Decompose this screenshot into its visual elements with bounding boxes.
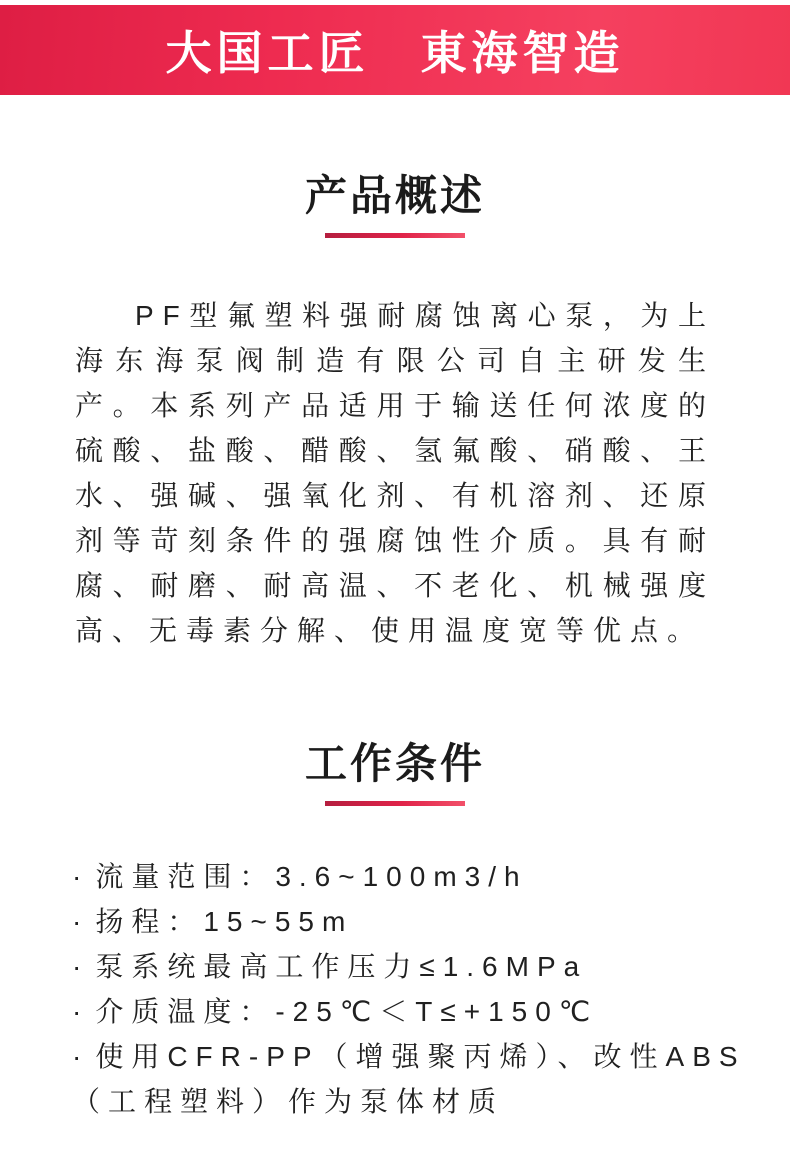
- conditions-title-underline: [325, 801, 465, 806]
- brand-banner: [0, 5, 790, 95]
- overview-title-underline: [325, 233, 465, 238]
- condition-item-pump-material: [72, 1034, 748, 1124]
- condition-item-flow-range: [72, 854, 748, 899]
- bullet-dot-icon: ·: [72, 861, 90, 892]
- condition-item-label: 扬程：15~55m: [95, 906, 354, 937]
- section-working-conditions: [0, 741, 790, 1124]
- condition-item-label: 介质温度：-25℃＜T≤+150℃: [95, 996, 599, 1027]
- condition-item-label: 泵系统最高工作压力≤1.6MPa: [95, 951, 588, 982]
- condition-list: [72, 854, 748, 1124]
- bullet-dot-icon: ·: [72, 996, 90, 1027]
- condition-item-label: 使用CFR-PP（增强聚丙烯）、改性ABS（工程塑料）作为泵体材质: [72, 1041, 746, 1117]
- bullet-dot-icon: ·: [72, 951, 90, 982]
- conditions-section-title: 工作条件: [304, 740, 485, 787]
- condition-item-head: [72, 899, 748, 944]
- condition-item-label: 流量范围：3.6~100m3/h: [95, 861, 528, 892]
- bullet-dot-icon: ·: [72, 906, 90, 937]
- brand-banner-title: 大国工匠 東海智造: [165, 27, 625, 79]
- overview-section-title: 产品概述: [304, 172, 485, 219]
- section-product-overview: [0, 173, 790, 653]
- overview-paragraph: PF型氟塑料强耐腐蚀离心泵，为上海东海泵阀制造有限公司自主研发生产。本系列产品适用于输送任何浓度的硫酸、盐酸、醋酸、氢氟酸、硝酸、王水、强碱、强氧化剂、有机溶剂、还原剂等苛刻条件的强腐蚀性介质。具有耐腐、耐磨、耐高温、不老化、机械强度高、无毒素分解、使用温度宽等优点。: [75, 300, 715, 646]
- condition-item-max-pressure: [72, 944, 748, 989]
- bullet-dot-icon: ·: [72, 1041, 90, 1072]
- condition-item-medium-temperature: [72, 989, 748, 1034]
